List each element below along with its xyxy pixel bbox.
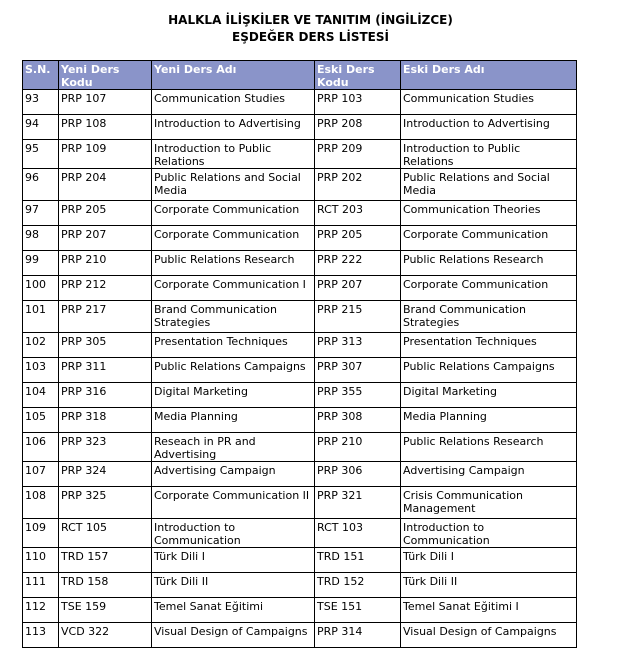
cell-new-course-code: PRP 305 — [59, 333, 152, 358]
cell-new-course-name: Introduction to Advertising — [152, 115, 315, 140]
header-old-course-code: Eski Ders Kodu — [315, 61, 401, 90]
cell-old-course-name: Public Relations Campaigns — [401, 358, 577, 383]
table-row — [23, 358, 577, 383]
cell-old-course-code: PRP 321 — [315, 487, 401, 519]
cell-new-course-name: Digital Marketing — [152, 383, 315, 408]
cell-serial-number: 103 — [23, 358, 59, 383]
cell-new-course-code: PRP 323 — [59, 433, 152, 462]
cell-new-course-code: PRP 324 — [59, 462, 152, 487]
cell-old-course-code: TRD 152 — [315, 573, 401, 598]
cell-new-course-name: Introduction to Public Relations — [152, 140, 315, 169]
cell-old-course-code: PRP 205 — [315, 226, 401, 251]
cell-serial-number: 96 — [23, 169, 59, 201]
cell-new-course-name: Brand Communication Strategies — [152, 301, 315, 333]
cell-old-course-code: PRP 355 — [315, 383, 401, 408]
table-row — [23, 623, 577, 648]
cell-new-course-code: PRP 107 — [59, 90, 152, 115]
cell-new-course-name: Corporate Communication — [152, 226, 315, 251]
cell-serial-number: 98 — [23, 226, 59, 251]
cell-old-course-code: PRP 215 — [315, 301, 401, 333]
cell-old-course-name: Communication Theories — [401, 201, 577, 226]
cell-serial-number: 111 — [23, 573, 59, 598]
cell-new-course-code: PRP 311 — [59, 358, 152, 383]
cell-serial-number: 102 — [23, 333, 59, 358]
cell-new-course-name: Media Planning — [152, 408, 315, 433]
table-body — [23, 90, 577, 648]
table-row — [23, 519, 577, 548]
table-row — [23, 251, 577, 276]
title-line-2: EŞDEĞER DERS LİSTESİ — [232, 30, 389, 44]
cell-serial-number: 94 — [23, 115, 59, 140]
cell-serial-number: 110 — [23, 548, 59, 573]
document-title — [0, 12, 621, 46]
cell-new-course-code: TSE 159 — [59, 598, 152, 623]
title-line-1: HALKLA İLİŞKİLER VE TANITIM (İNGİLİZCE) — [168, 13, 453, 27]
cell-old-course-code: PRP 222 — [315, 251, 401, 276]
cell-new-course-code: PRP 108 — [59, 115, 152, 140]
table-row — [23, 408, 577, 433]
table-row — [23, 598, 577, 623]
cell-serial-number: 105 — [23, 408, 59, 433]
cell-new-course-code: PRP 318 — [59, 408, 152, 433]
cell-new-course-name: Corporate Communication II — [152, 487, 315, 519]
cell-serial-number: 101 — [23, 301, 59, 333]
cell-old-course-name: Advertising Campaign — [401, 462, 577, 487]
cell-new-course-name: Communication Studies — [152, 90, 315, 115]
cell-new-course-name: Reseach in PR and Advertising — [152, 433, 315, 462]
cell-old-course-name: Crisis Communication Management — [401, 487, 577, 519]
cell-old-course-name: Türk Dili II — [401, 573, 577, 598]
equivalent-courses-table — [22, 60, 577, 648]
cell-new-course-code: PRP 217 — [59, 301, 152, 333]
cell-old-course-name: Digital Marketing — [401, 383, 577, 408]
cell-old-course-name: Introduction to Advertising — [401, 115, 577, 140]
cell-new-course-name: Introduction to Communication — [152, 519, 315, 548]
cell-new-course-code: PRP 207 — [59, 226, 152, 251]
cell-old-course-code: PRP 210 — [315, 433, 401, 462]
cell-old-course-code: RCT 103 — [315, 519, 401, 548]
cell-new-course-name: Türk Dili I — [152, 548, 315, 573]
cell-old-course-name: Public Relations Research — [401, 433, 577, 462]
table-row — [23, 301, 577, 333]
cell-new-course-code: PRP 109 — [59, 140, 152, 169]
cell-old-course-code: PRP 306 — [315, 462, 401, 487]
table-row — [23, 487, 577, 519]
table-header-row — [23, 61, 577, 90]
cell-new-course-code: PRP 205 — [59, 201, 152, 226]
table-row — [23, 169, 577, 201]
cell-serial-number: 97 — [23, 201, 59, 226]
cell-old-course-name: Communication Studies — [401, 90, 577, 115]
cell-new-course-code: TRD 158 — [59, 573, 152, 598]
cell-old-course-code: TSE 151 — [315, 598, 401, 623]
cell-old-course-code: PRP 314 — [315, 623, 401, 648]
cell-old-course-name: Media Planning — [401, 408, 577, 433]
table-row — [23, 140, 577, 169]
cell-old-course-code: PRP 209 — [315, 140, 401, 169]
cell-old-course-name: Introduction to Public Relations — [401, 140, 577, 169]
header-new-course-code: Yeni Ders Kodu — [59, 61, 152, 90]
cell-new-course-name: Public Relations Campaigns — [152, 358, 315, 383]
cell-serial-number: 107 — [23, 462, 59, 487]
cell-new-course-code: PRP 325 — [59, 487, 152, 519]
cell-old-course-name: Corporate Communication — [401, 226, 577, 251]
table-row — [23, 115, 577, 140]
cell-new-course-name: Public Relations and Social Media — [152, 169, 315, 201]
cell-serial-number: 100 — [23, 276, 59, 301]
table-row — [23, 573, 577, 598]
table-row — [23, 226, 577, 251]
table-row — [23, 90, 577, 115]
cell-old-course-code: PRP 308 — [315, 408, 401, 433]
cell-old-course-code: PRP 307 — [315, 358, 401, 383]
cell-serial-number: 99 — [23, 251, 59, 276]
cell-serial-number: 104 — [23, 383, 59, 408]
cell-serial-number: 113 — [23, 623, 59, 648]
cell-old-course-code: PRP 208 — [315, 115, 401, 140]
table-row — [23, 201, 577, 226]
cell-new-course-name: Presentation Techniques — [152, 333, 315, 358]
table-row — [23, 433, 577, 462]
header-new-course-name: Yeni Ders Adı — [152, 61, 315, 90]
table-row — [23, 276, 577, 301]
cell-new-course-name: Public Relations Research — [152, 251, 315, 276]
cell-new-course-code: PRP 212 — [59, 276, 152, 301]
cell-new-course-code: PRP 210 — [59, 251, 152, 276]
table-row — [23, 333, 577, 358]
cell-serial-number: 112 — [23, 598, 59, 623]
cell-new-course-name: Visual Design of Campaigns — [152, 623, 315, 648]
cell-serial-number: 95 — [23, 140, 59, 169]
cell-old-course-code: PRP 207 — [315, 276, 401, 301]
cell-old-course-name: Türk Dili I — [401, 548, 577, 573]
cell-new-course-name: Corporate Communication — [152, 201, 315, 226]
cell-old-course-name: Temel Sanat Eğitimi I — [401, 598, 577, 623]
cell-old-course-name: Presentation Techniques — [401, 333, 577, 358]
cell-new-course-name: Temel Sanat Eğitimi — [152, 598, 315, 623]
cell-new-course-code: RCT 105 — [59, 519, 152, 548]
cell-old-course-name: Visual Design of Campaigns — [401, 623, 577, 648]
cell-new-course-code: PRP 204 — [59, 169, 152, 201]
table-row — [23, 383, 577, 408]
cell-old-course-code: RCT 203 — [315, 201, 401, 226]
cell-serial-number: 106 — [23, 433, 59, 462]
cell-new-course-code: TRD 157 — [59, 548, 152, 573]
cell-old-course-name: Public Relations Research — [401, 251, 577, 276]
cell-new-course-name: Corporate Communication I — [152, 276, 315, 301]
cell-old-course-name: Brand Communication Strategies — [401, 301, 577, 333]
cell-new-course-code: VCD 322 — [59, 623, 152, 648]
header-old-course-name: Eski Ders Adı — [401, 61, 577, 90]
cell-old-course-name: Introduction to Communication — [401, 519, 577, 548]
cell-old-course-name: Corporate Communication — [401, 276, 577, 301]
table-row — [23, 548, 577, 573]
table-row — [23, 462, 577, 487]
cell-old-course-code: TRD 151 — [315, 548, 401, 573]
cell-old-course-code: PRP 103 — [315, 90, 401, 115]
cell-serial-number: 108 — [23, 487, 59, 519]
cell-new-course-code: PRP 316 — [59, 383, 152, 408]
cell-serial-number: 93 — [23, 90, 59, 115]
cell-old-course-name: Public Relations and Social Media — [401, 169, 577, 201]
header-serial-number: S.N. — [23, 61, 59, 90]
cell-new-course-name: Advertising Campaign — [152, 462, 315, 487]
cell-new-course-name: Türk Dili II — [152, 573, 315, 598]
cell-serial-number: 109 — [23, 519, 59, 548]
cell-old-course-code: PRP 202 — [315, 169, 401, 201]
cell-old-course-code: PRP 313 — [315, 333, 401, 358]
